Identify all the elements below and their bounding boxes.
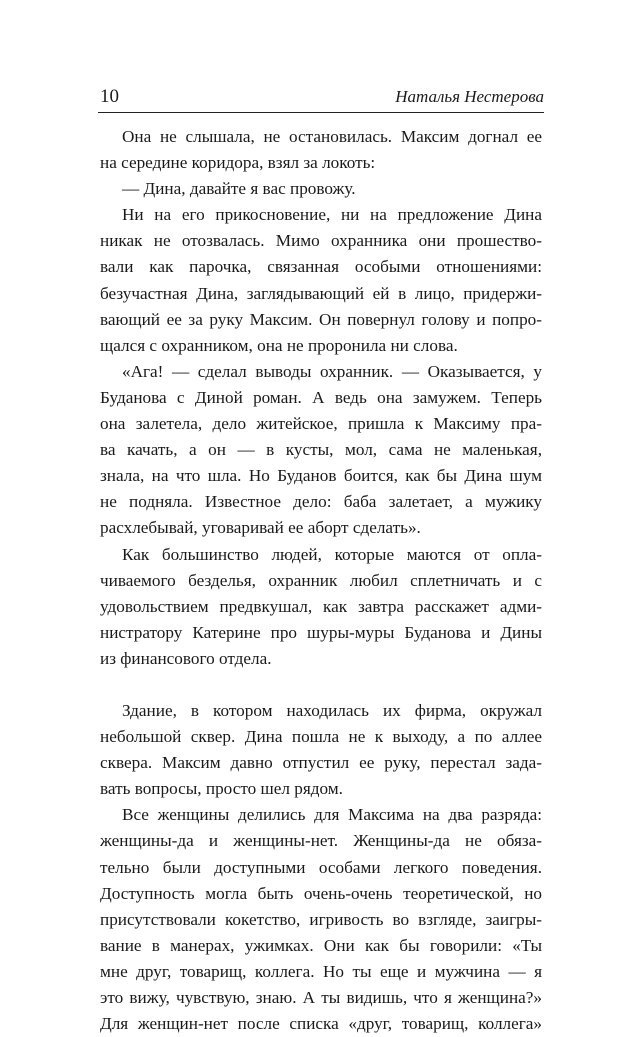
paragraph xyxy=(100,202,542,359)
text-line: из финансового отдела. xyxy=(100,648,272,668)
text-line: сквера. Максим давно отпустил ее руку, перестал зада- xyxy=(100,753,542,773)
paragraph xyxy=(100,176,542,202)
running-title: Наталья Нестерова xyxy=(395,87,544,106)
text-line: вающий ее за руку Максим. Он повернул голову и попро- xyxy=(100,309,542,329)
paragraph xyxy=(100,124,542,176)
paragraph xyxy=(100,698,542,802)
text-line: никак не отозвалась. Мимо охранника они прошество- xyxy=(100,231,542,251)
running-header xyxy=(98,84,544,113)
text-line: не подняла. Известное дело: баба залетает, а мужику xyxy=(100,492,542,512)
text-line: «Ага! — сделал выводы охранник. — Оказывается, у xyxy=(122,361,542,381)
text-line: небольшой сквер. Дина пошла не к выходу, а по аллее xyxy=(100,727,542,747)
text-line: — Дина, давайте я вас провожу. xyxy=(122,179,356,199)
text-line: нистратору Катерине про шуры-муры Буданова и Дины xyxy=(100,622,542,642)
text-line: удовольствием предвкушал, как завтра расскажет адми- xyxy=(100,596,542,616)
text-section-2 xyxy=(100,698,542,1037)
text-line: тельно были доступными особами легкого поведения. xyxy=(100,857,542,877)
text-line: вали как парочка, связанная особыми отношениями: xyxy=(100,257,542,277)
paragraph xyxy=(100,802,542,1037)
section-break xyxy=(100,672,542,698)
text-line: она залетела, дело житейское, пришла к Максиму пра- xyxy=(100,414,542,434)
text-line: ва качать, а он — в кусты, мол, сама не маленькая, xyxy=(100,440,542,460)
paragraph xyxy=(100,542,542,672)
text-line: Здание, в котором находилась их фирма, окружал xyxy=(122,700,542,720)
text-line: вание в манерах, ужимках. Они как бы говорили: «Ты xyxy=(100,935,542,955)
text-line: Ни на его прикосновение, ни на предложение Дина xyxy=(122,205,542,225)
text-section-1 xyxy=(100,124,542,672)
text-line: мне друг, товарищ, коллега. Но ты еще и мужчина — я xyxy=(100,961,542,981)
body-text xyxy=(100,124,542,1037)
text-line: на середине коридора, взял за локоть: xyxy=(100,153,376,173)
text-line: Для женщин-нет после списка «друг, товарищ, коллега» xyxy=(100,1014,542,1034)
text-line: женщины-да и женщины-нет. Женщины-да не обяза- xyxy=(100,831,542,851)
text-line: щался с охранником, она не проронила ни слова. xyxy=(100,335,458,355)
page-number: 10 xyxy=(100,86,119,107)
text-line: расхлебывай, уговаривай ее аборт сделать». xyxy=(100,518,421,538)
text-line: безучастная Дина, заглядывающий ей в лицо, придержи- xyxy=(100,283,542,303)
text-line: это вижу, чувствую, знаю. А ты видишь, что я женщина?» xyxy=(100,988,542,1007)
text-line: Доступность могла быть очень-очень теоретической, но xyxy=(100,883,542,903)
text-line: чиваемого безделья, охранник любил сплетничать и с xyxy=(100,570,542,590)
text-line: Как большинство людей, которые маются от опла- xyxy=(122,544,542,564)
text-line: присутствовали кокетство, игривость во взгляде, заигры- xyxy=(100,909,542,929)
text-line: Все женщины делились для Максима на два разряда: xyxy=(122,805,542,825)
text-line: знала, на что шла. Но Буданов боится, как бы Дина шум xyxy=(100,466,542,486)
text-line: Буданова с Диной роман. А ведь она замужем. Теперь xyxy=(100,387,542,407)
text-line: вать вопросы, просто шел рядом. xyxy=(100,779,343,799)
text-line: Она не слышала, не остановилась. Максим догнал ее xyxy=(122,127,542,146)
paragraph xyxy=(100,359,542,542)
